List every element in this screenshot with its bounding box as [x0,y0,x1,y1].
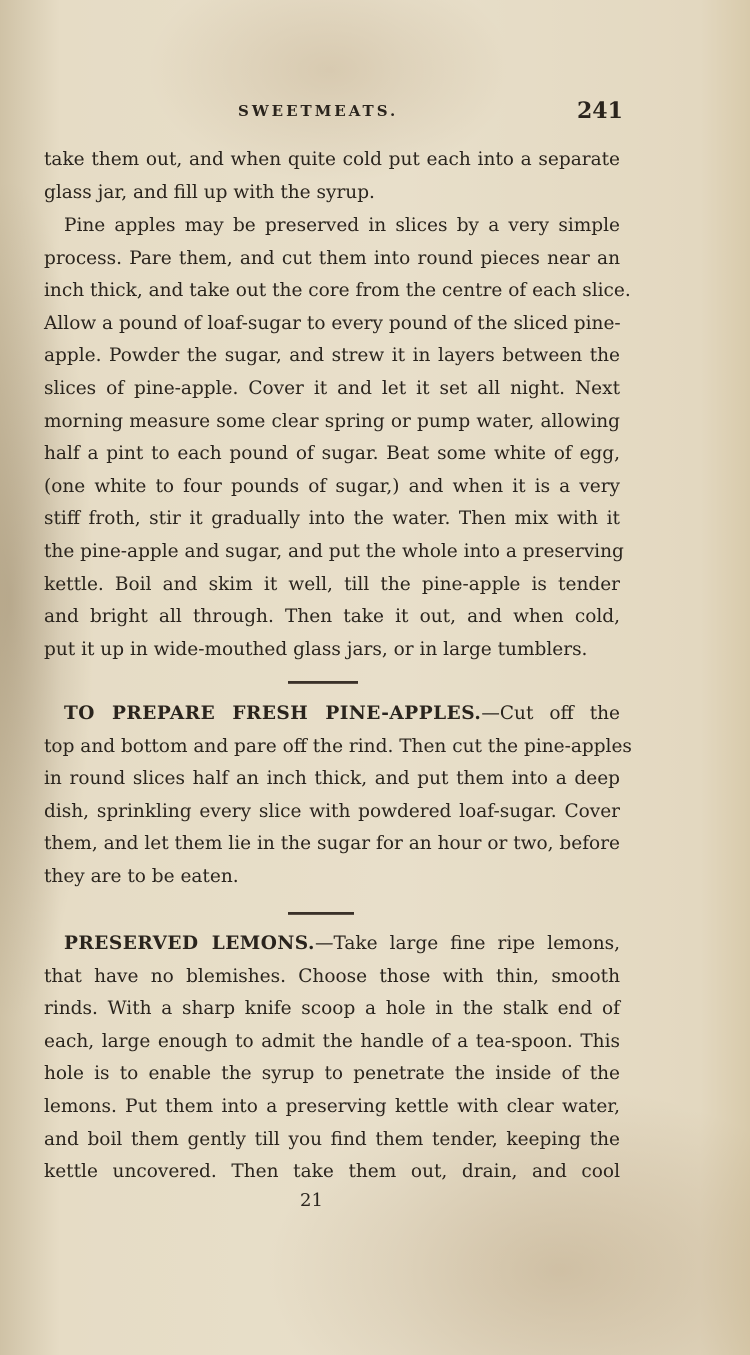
text-line: and boil them gently till you find them tender, keeping the [44,1128,620,1150]
fresh-pine-apples-paragraph [44,698,632,894]
recipe-first-line [44,928,620,961]
text-line: lemons. Put them into a preserving kettle with clear water, [44,1095,620,1117]
text-line: stiff froth, stir it gradually into the water. Then mix with it [44,508,620,530]
section-divider [288,912,354,915]
text-line: that have no blemishes. Choose those with thin, smooth [44,965,620,987]
pine-apple-paragraph [44,210,631,666]
text-line: kettle uncovered. Then take them out, drain, and cool [44,1161,620,1183]
text-line: them, and let them lie in the sugar for an hour or two, before [44,833,620,855]
text-line: rinds. With a sharp knife scoop a hole in the stalk end of [44,998,620,1020]
text-line: (one white to four pounds of sugar,) and when it is a very [44,475,620,497]
text-line: in round slices half an inch thick, and put them into a deep [44,768,620,790]
recipe-heading: PRESERVED LEMONS. [64,933,315,954]
text-line: take them out, and when quite cold put each into a separate [44,149,620,170]
text-line: the pine-apple and sugar, and put the whole into a preserving [44,540,624,562]
recipe-heading: TO PREPARE FRESH PINE-APPLES. [64,703,482,724]
text-line: hole is to enable the syrup to penetrate the inside of the [44,1063,620,1085]
running-head-title: SWEETMEATS. [238,102,399,120]
text-line: each, large enough to admit the handle of a tea-spoon. This [44,1030,620,1052]
text-line: dish, sprinkling every slice with powdered loaf-sugar. Cover [44,800,620,822]
text-line: put it up in wide-mouthed glass jars, or in large tumblers. [44,638,588,660]
recipe-first-line [44,698,620,731]
text-line: kettle. Boil and skim it well, till the pine-apple is tender [44,573,620,595]
text-line: apple. Powder the sugar, and strew it in layers between the [44,345,620,367]
text-line: inch thick, and take out the core from the centre of each slice. [44,280,631,302]
page-number: 241 [577,98,623,124]
continued-paragraph [44,144,620,209]
text-line: Pine apples may be preserved in slices by a very simple [64,215,620,236]
recipe-first-line-text: —Take large fine ripe lemons, [314,933,620,954]
text-line: half a pint to each pound of sugar. Beat some white of egg, [44,443,620,465]
text-line: slices of pine-apple. Cover it and let it set all night. Next [44,377,620,399]
text-line: and bright all through. Then take it out, and when cold, [44,606,620,628]
text-line: morning measure some clear spring or pump water, allowing [44,410,620,432]
running-head [0,98,750,128]
preserved-lemons-paragraph [44,928,620,1189]
signature-mark: 21 [300,1190,323,1211]
text-line: process. Pare them, and cut them into round pieces near an [44,247,620,269]
text-line: top and bottom and pare off the rind. Then cut the pine-apples [44,735,632,757]
recipe-first-line-text: —Cut off the [481,703,620,724]
text-line: they are to be eaten. [44,865,239,887]
text-line: Allow a pound of loaf-sugar to every pound of the sliced pine- [44,312,621,334]
section-divider [288,681,358,684]
text-line: glass jar, and fill up with the syrup. [44,181,375,203]
